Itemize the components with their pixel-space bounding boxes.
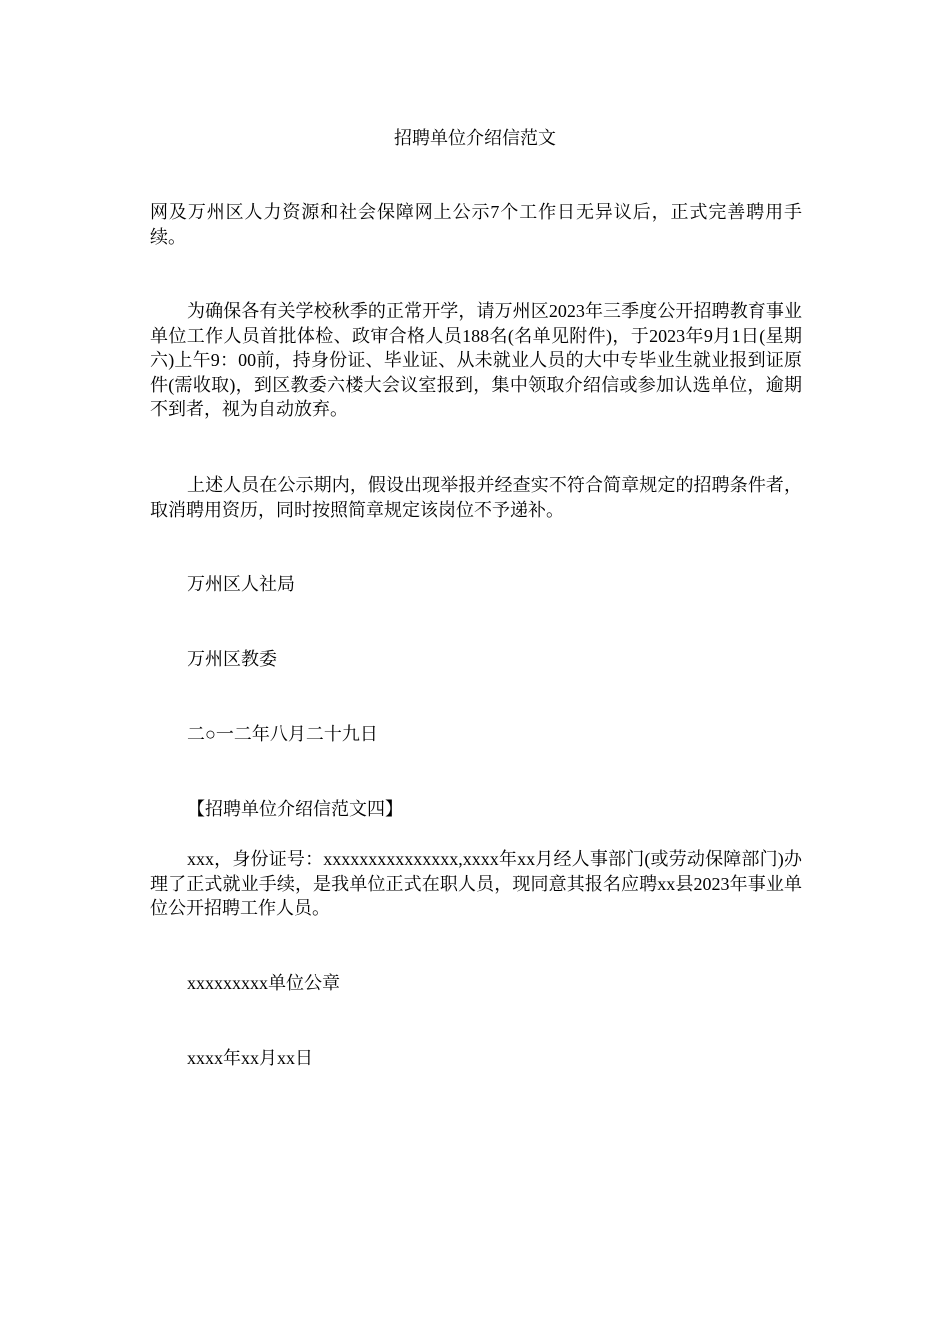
signature-date: 二○一二年八月二十九日 [187, 724, 378, 744]
signature-hr-bureau: 万州区人社局 [187, 574, 295, 594]
date-placeholder-line: xxxx年xx月xx日 [187, 1048, 313, 1068]
document-title: 招聘单位介绍信范文 [394, 128, 556, 148]
paragraph-disqualification: 上述人员在公示期内，假设出现举报并经查实不符合简章规定的招聘条件者，取消聘用资历，同时按照简章规定该岗位不予递补。 [150, 475, 802, 520]
unit-seal-line: xxxxxxxxx单位公章 [187, 973, 340, 993]
paragraph-continuation: 网及万州区人力资源和社会保障网上公示7个工作日无异议后，正式完善聘用手续。 [150, 202, 802, 247]
section-heading-four: 【招聘单位介绍信范文四】 [187, 799, 403, 819]
paragraph-certificate: xxx，身份证号：xxxxxxxxxxxxxxx,xxxx年xx月经人事部门(或劳动保障部门)办理了正式就业手续，是我单位正式在职人员，现同意其报名应聘xx县2023年事业单位公开招聘工作人员。 [150, 849, 802, 918]
paragraph-notice: 为确保各有关学校秋季的正常开学，请万州区2023年三季度公开招聘教育事业单位工作人员首批体检、政审合格人员188名(名单见附件)，于2023年9月1日(星期六)上午9：00前，持身份证、毕业证、从未就业人员的大中专毕业生就业报到证原件(需收取)，到区教委六楼大会议室报到，集中领取介绍信或参加认选单位，逾期不到者，视为自动放弃。 [150, 301, 802, 419]
signature-education-committee: 万州区教委 [187, 649, 277, 669]
